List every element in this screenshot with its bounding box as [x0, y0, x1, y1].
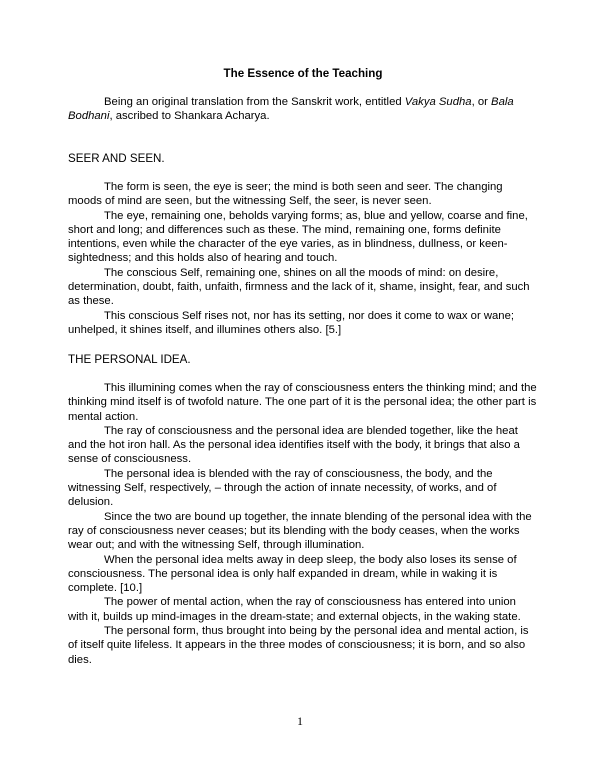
paragraph: This illumining comes when the ray of consciousness enters the thinking mind; and the thinking mind itself is of twofold nature. The one part of it is the personal idea; the other part is mental action.	[68, 382, 537, 423]
intro-text-between: , or	[471, 96, 492, 108]
paragraph: The personal form, thus brought into being by the personal idea and mental action, is of itself quite lifeless. It appears in the three modes of consciousness; it is born, and so also dies.	[68, 625, 529, 666]
paragraph: The personal idea is blended with the ray of consciousness, the body, and the witnessing Self, respectively, – through the action of innate necessity, of works, and of delusion.	[68, 467, 497, 509]
work-title-vakya-sudha: Vakya Sudha	[404, 96, 472, 108]
section-personal-idea	[68, 381, 538, 667]
paragraph: The form is seen, the eye is seer; the mind is both seen and seer. The changing moods of mind are seen, but the witnessing Self, the seer, is never seen.	[68, 181, 503, 208]
paragraph: Since the two are bound up together, the innate blending of the personal idea with the ray of consciousness never ceases; but its blending with the body ceases, when the works wear out; and with the witnessing Self, through illumination.	[68, 510, 532, 552]
paragraph: When the personal idea melts away in deep sleep, the body also loses its sense of consciousness. The personal idea is only half expanded in dream, while in waking it is complete. [10.]	[68, 553, 517, 595]
document-title: The Essence of the Teaching	[223, 67, 383, 80]
section-heading-personal-idea: THE PERSONAL IDEA.	[68, 353, 191, 366]
work-title-bala-bodhani: Bala Bodhani	[68, 96, 514, 123]
paragraph: The ray of consciousness and the personal idea are blended together, like the heat and the hot iron hall. As the personal idea identifies itself with the body, it brings that also a sense of consciousness.	[68, 424, 520, 466]
intro-paragraph	[68, 95, 538, 124]
paragraph: This conscious Self rises not, nor has its setting, nor does it come to wax or wane; unhelped, it shines itself, and illumines others also. [5.]	[68, 309, 515, 336]
page-number: 1	[297, 714, 303, 728]
paragraph: The conscious Self, remaining one, shines on all the moods of mind: on desire, determination, doubt, faith, unfaith, firmness and the lack of it, shame, insight, fear, and such as these.	[68, 266, 530, 308]
section-seer-and-seen	[68, 180, 538, 337]
intro-text-start: Being an original translation from the Sanskrit work, entitled	[104, 96, 405, 108]
intro-text	[68, 95, 538, 124]
paragraph: The power of mental action, when the ray of consciousness has entered into union with it, builds up mind-images in the dream-state; and external objects, in the waking state.	[68, 596, 521, 623]
paragraph: The eye, remaining one, beholds varying forms; as, blue and yellow, coarse and fine, short and long; and differences such as these. The mind, remaining one, forms definite intentions, even while the character of the eye varies, as in blindness, dullness, or keen-sightedness; and this holds also of hearing and touch.	[68, 209, 528, 265]
intro-text-end: , ascribed to Shankara Acharya.	[109, 110, 270, 123]
section-heading-seer-and-seen: SEER AND SEEN.	[68, 152, 165, 165]
